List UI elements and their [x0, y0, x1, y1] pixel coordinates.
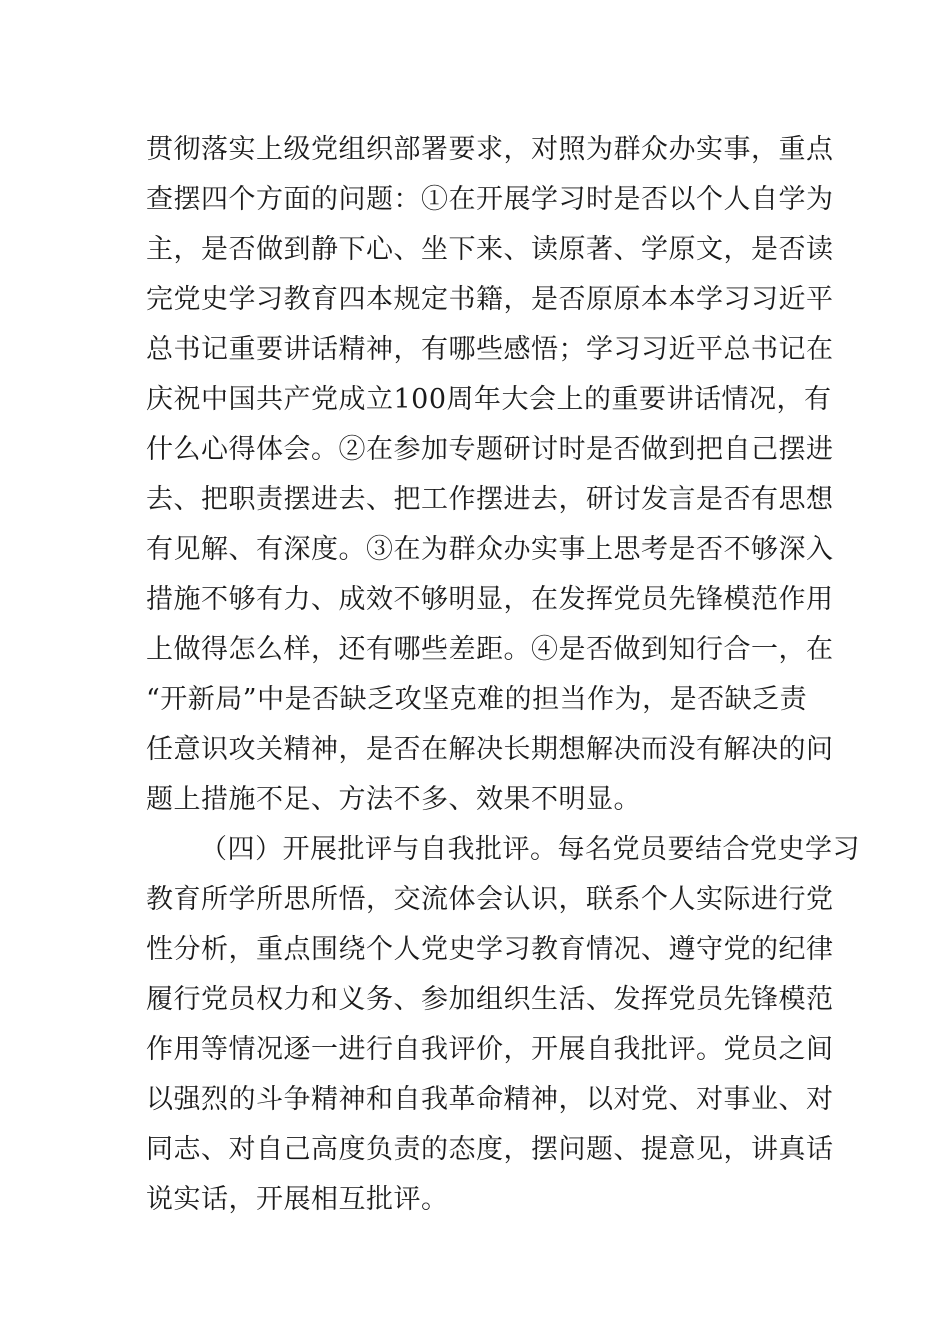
paragraph-1-line: “开新局”中是否缺乏攻坚克难的担当作为，是否缺乏责	[146, 684, 808, 715]
paragraph-1-line: 查摆四个方面的问题：①在开展学习时是否以个人自学为	[146, 184, 834, 215]
paragraph-1-line: 措施不够有力、成效不够明显，在发挥党员先锋模范作用	[146, 584, 834, 615]
paragraph-1-line: 庆祝中国共产党成立100周年大会上的重要讲话情况，有	[146, 384, 832, 415]
paragraph-1-line: 什么心得体会。②在参加专题研讨时是否做到把自己摆进	[146, 434, 834, 465]
paragraph-2-line: 性分析，重点围绕个人党史学习教育情况、遵守党的纪律	[146, 934, 834, 965]
paragraph-1-line: 去、把职责摆进去、把工作摆进去，研讨发言是否有思想	[146, 484, 834, 515]
paragraph-1-line: 有见解、有深度。③在为群众办实事上思考是否不够深入	[146, 534, 834, 565]
paragraph-1-line: 上做得怎么样，还有哪些差距。④是否做到知行合一，在	[146, 634, 834, 665]
paragraph-1-line: 任意识攻关精神，是否在解决长期想解决而没有解决的问	[146, 734, 834, 765]
paragraph-1-line: 总书记重要讲话精神，有哪些感悟；学习习近平总书记在	[146, 334, 834, 365]
paragraph-1-line: 贯彻落实上级党组织部署要求，对照为群众办实事，重点	[146, 134, 834, 165]
paragraph-2-line: 作用等情况逐一进行自我评价，开展自我批评。党员之间	[146, 1034, 834, 1065]
paragraph-1-line: 完党史学习教育四本规定书籍，是否原原本本学习习近平	[146, 284, 834, 315]
paragraph-2-line: 教育所学所思所悟，交流体会认识，联系个人实际进行党	[146, 884, 834, 915]
paragraph-2-line: 同志、对自己高度负责的态度，摆问题、提意见，讲真话	[146, 1134, 834, 1165]
paragraph-2-line: 说实话，开展相互批评。	[146, 1184, 449, 1215]
paragraph-2-line: 履行党员权力和义务、参加组织生活、发挥党员先锋模范	[146, 984, 834, 1015]
paragraph-2-line: （四）开展批评与自我批评。每名党员要结合党史学习	[200, 834, 860, 865]
paragraph-1-line: 题上措施不足、方法不多、效果不明显。	[146, 784, 641, 815]
paragraph-1-line: 主，是否做到静下心、坐下来、读原著、学原文，是否读	[146, 234, 834, 265]
paragraph-2-line: 以强烈的斗争精神和自我革命精神，以对党、对事业、对	[146, 1084, 834, 1115]
